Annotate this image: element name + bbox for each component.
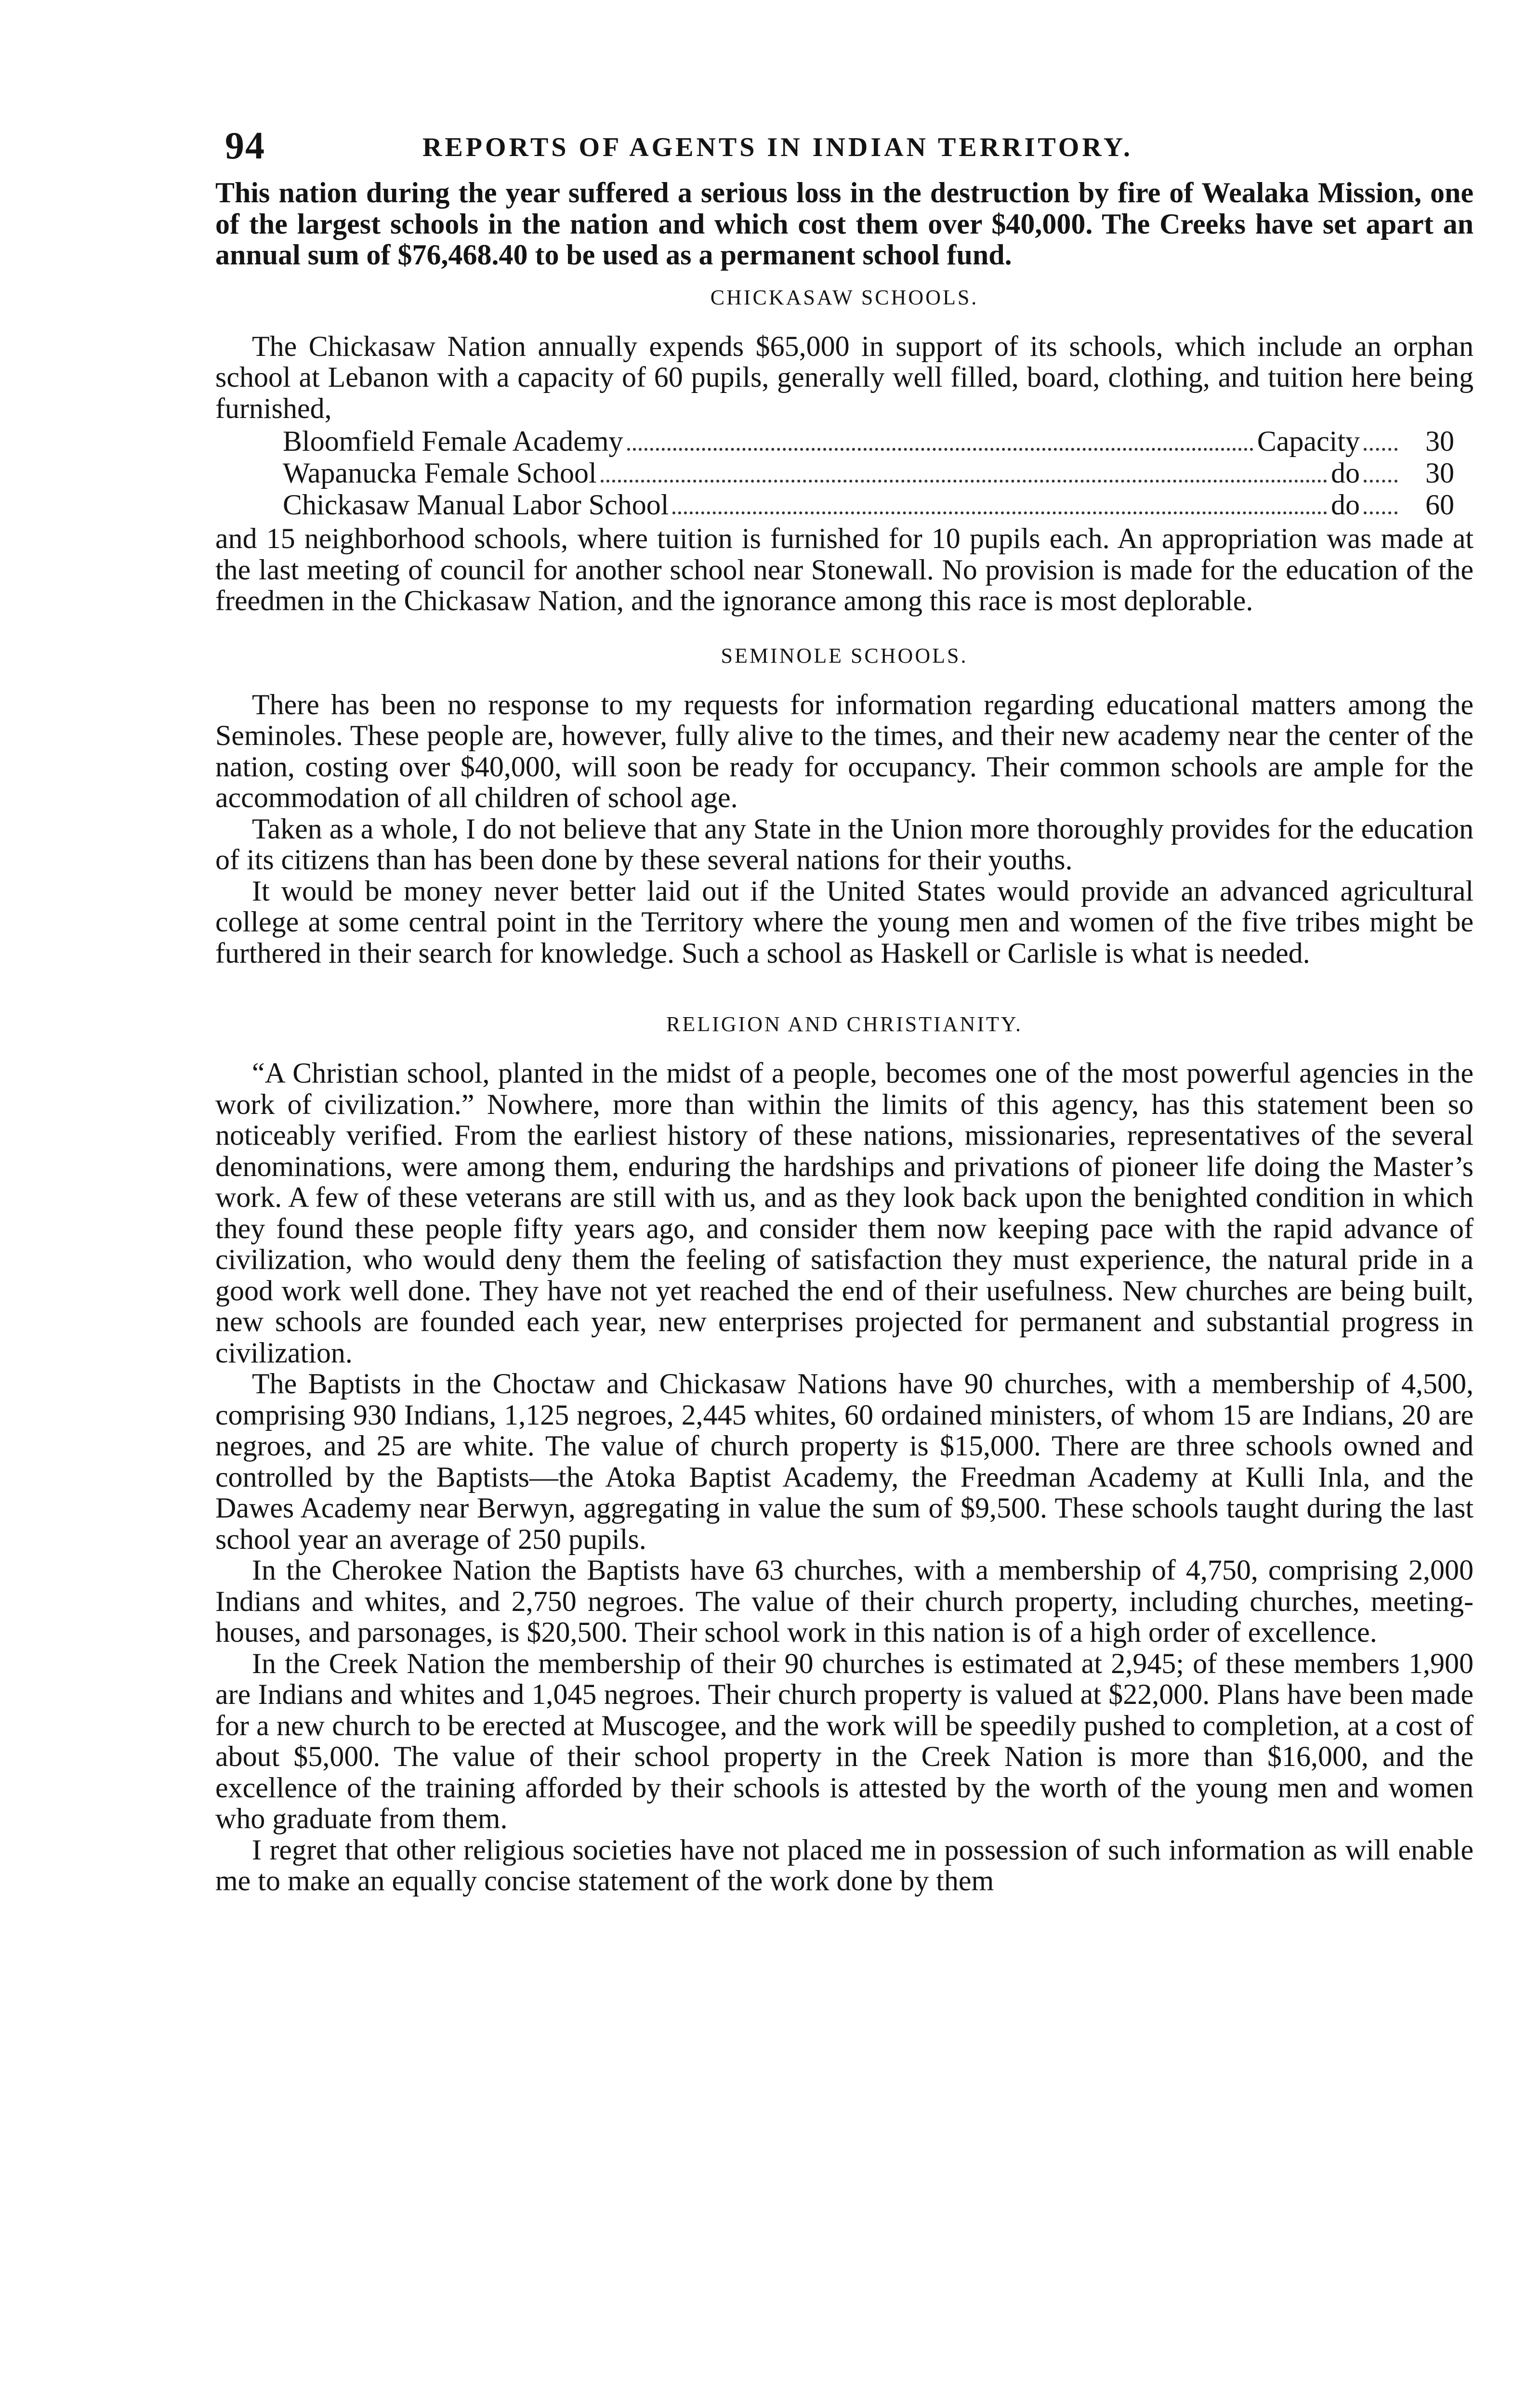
dot-leader — [627, 448, 1253, 451]
page-header — [215, 124, 1474, 177]
running-head: REPORTS OF AGENTS IN INDIAN TERRITORY. — [422, 132, 1133, 162]
capacity-value: 30 — [1425, 425, 1454, 457]
religion-heading: RELIGION AND CHRISTIANITY. — [666, 1012, 1023, 1036]
dot-leader — [672, 511, 1327, 514]
creek-paragraph: This nation during the year suffered a serious loss in the destruction by fire of Wealaka Mission, one of the largest schools in the nation and which cost them over $40,000. The Creeks have set apart an annual sum of $76,468.40 to be used as a permanent school fund. — [215, 177, 1474, 271]
chickasaw-schools-list — [215, 426, 1474, 521]
capacity-label: Capacity — [1257, 425, 1360, 457]
school-name: Wapanucka Female School — [283, 457, 597, 489]
dot-leader — [1364, 448, 1397, 451]
dot-leader — [601, 480, 1327, 483]
chickasaw-intro: The Chickasaw Nation annually expends $65,000 in support of its schools, which include an orphan school at Lebanon with a capacity of 60 pupils, generally well filled, board, clothing, and tuition here being furnished, — [215, 330, 1474, 424]
religion-paragraph: “A Christian school, planted in the midst of a people, becomes one of the most powerful agencies in the work of civilization.” Nowhere, more than within the limits of this agency, has this statement been so noticeably verified. From the earliest history of these nations, missionaries, representatives of the several denominations, were among them, enduring the hardships and privations of pioneer life doing the Master’s work. A few of these veterans are still with us, and as they look back upon the benighted condition in which they found these people fifty years ago, and consider them now keeping pace with the rapid advance of civilization, who would deny them the feeling of satisfaction they must experience, the natural pride in a good work well done. They have not yet reached the end of their usefulness. New churches are being built, new schools are founded each year, new enterprises projected for permanent and substantial progress in civilization. — [215, 1057, 1474, 1369]
school-row — [215, 426, 1474, 458]
seminole-paragraph: Taken as a whole, I do not believe that any State in the Union more thoroughly provides for the education of its citizens than has been done by these several nations for their youths. — [215, 812, 1474, 876]
religion-paragraph: I regret that other religious societies have not placed me in possession of such information as will enable me to make an equally concise statement of the work done by them — [215, 1833, 1474, 1897]
religion-paragraph: In the Cherokee Nation the Baptists have 63 churches, with a membership of 4,750, comprising 2,000 Indians and whites, and 2,750 negroes. The value of their church property, including churches, meeting-houses, and parsonages, is $20,500. Their school work in this nation is of a high order of excellence. — [215, 1554, 1474, 1648]
seminole-paragraph: It would be money never better laid out if the United States would provide an advanced agricultural college at some central point in the Territory where the young men and women of the five tribes might be furthered in their search for knowledge. Such a school as Haskell or Carlisle is what is needed. — [215, 875, 1474, 969]
chickasaw-after: and 15 neighborhood schools, where tuition is furnished for 10 pupils each. An appropriation was made at the last meeting of council for another school near Stonewall. No provision is made for the education of the freedmen in the Chickasaw Nation, and the ignorance among this race is most deplorable. — [215, 523, 1474, 616]
capacity-value: 30 — [1425, 457, 1454, 489]
dot-leader — [1364, 480, 1397, 483]
school-row — [215, 489, 1474, 521]
school-name: Bloomfield Female Academy — [283, 425, 623, 457]
religion-paragraph: The Baptists in the Choctaw and Chickasaw Nations have 90 churches, with a membership of 4,500, comprising 930 Indians, 1,125 negroes, 2,445 whites, 60 ordained ministers, of whom 15 are Indians, 20 are negroes, and 25 are white. The value of church property is $15,000. There are three schools owned and controlled by the Baptists—the Atoka Baptist Academy, the Freedman Academy at Kulli Inla, and the Dawes Academy near Berwyn, aggregating in value the sum of $9,500. These schools taught during the last school year an average of 250 pupils. — [215, 1368, 1474, 1555]
capacity-value: 60 — [1425, 489, 1454, 521]
dot-leader — [1364, 511, 1397, 514]
seminole-paragraph: There has been no response to my requests for information regarding educational matters among the Seminoles. These people are, however, fully alive to the times, and their new academy near the center of the nation, costing over $40,000, will soon be ready for occupancy. Their common schools are ample for the accommodation of all children of school age. — [215, 688, 1474, 813]
capacity-label: do — [1331, 489, 1360, 521]
page-number: 94 — [225, 125, 265, 167]
seminole-heading: SEMINOLE SCHOOLS. — [721, 643, 968, 667]
religion-paragraph: In the Creek Nation the membership of their 90 churches is estimated at 2,945; of these members 1,900 are Indians and whites and 1,045 negroes. Their church property is valued at $22,000. Plans have been made for a new church to be erected at Muscogee, and the work will be speedily pushed to completion, at a cost of about $5,000. The value of their school property in the Creek Nation is more than $16,000, and the excellence of the training afforded by their schools is attested by the worth of the young men and women who graduate from them. — [215, 1647, 1474, 1834]
document-page — [215, 124, 1474, 1897]
school-name: Chickasaw Manual Labor School — [283, 489, 669, 521]
chickasaw-heading: CHICKASAW SCHOOLS. — [710, 285, 979, 309]
capacity-label: do — [1331, 457, 1360, 489]
school-row — [215, 458, 1474, 489]
